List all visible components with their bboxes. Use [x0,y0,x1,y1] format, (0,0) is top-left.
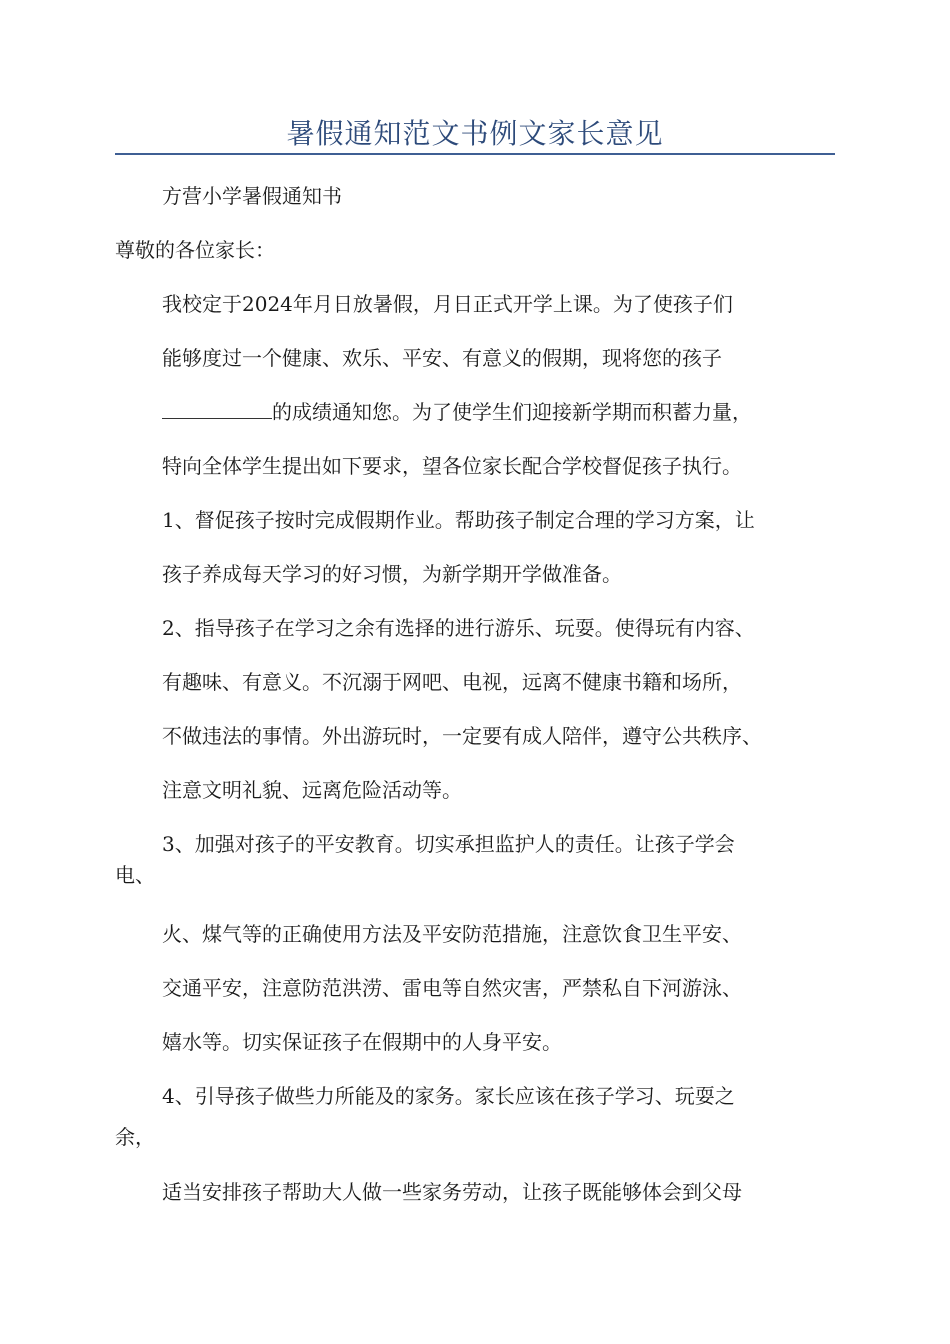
salutation: 尊敬的各位家长： [115,238,275,262]
item3-line-3: 火、煤气等的正确使用方法及平安防范措施，注意饮食卫生平安、 [162,922,742,946]
intro-line-3-text: 的成绩通知您。为了使学生们迎接新学期而积蓄力量， [272,400,752,424]
item3-line-2: 电、 [115,863,155,887]
item2-line-3: 不做违法的事情。外出游玩时，一定要有成人陪伴，遵守公共秩序、 [162,724,762,748]
intro-line-4: 特向全体学生提出如下要求，望各位家长配合学校督促孩子执行。 [162,454,742,478]
intro-line-3 [162,400,752,424]
document-title: 暑假通知范文书例文家长意见 [286,117,664,150]
item2-line-1: 2、指导孩子在学习之余有选择的进行游乐、玩耍。使得玩有内容、 [162,616,755,640]
item2-line-4: 注意文明礼貌、远离危险活动等。 [162,778,462,802]
intro-line-2: 能够度过一个健康、欢乐、平安、有意义的假期，现将您的孩子 [162,346,722,370]
name-blank [162,400,272,419]
item4-line-1: 4、引导孩子做些力所能及的家务。家长应该在孩子学习、玩耍之 [162,1084,735,1108]
item3-line-1: 3、加强对孩子的平安教育。切实承担监护人的责任。让孩子学会 [162,832,735,856]
item3-line-4: 交通平安，注意防范洪涝、雷电等自然灾害，严禁私自下河游泳、 [162,976,742,1000]
item2-line-2: 有趣味、有意义。不沉溺于网吧、电视，远离不健康书籍和场所， [162,670,742,694]
item4-line-3: 适当安排孩子帮助大人做一些家务劳动，让孩子既能够体会到父母 [162,1180,742,1204]
notice-heading: 方营小学暑假通知书 [162,184,342,208]
item4-line-2: 余， [115,1125,155,1149]
item1-line-2: 孩子养成每天学习的好习惯，为新学期开学做准备。 [162,562,622,586]
item1-line-1: 1、督促孩子按时完成假期作业。帮助孩子制定合理的学习方案，让 [162,508,755,532]
title-underline [115,153,835,155]
intro-line-1: 我校定于2024年月日放暑假，月日正式开学上课。为了使孩子们 [162,292,733,316]
item3-line-5: 嬉水等。切实保证孩子在假期中的人身平安。 [162,1030,562,1054]
